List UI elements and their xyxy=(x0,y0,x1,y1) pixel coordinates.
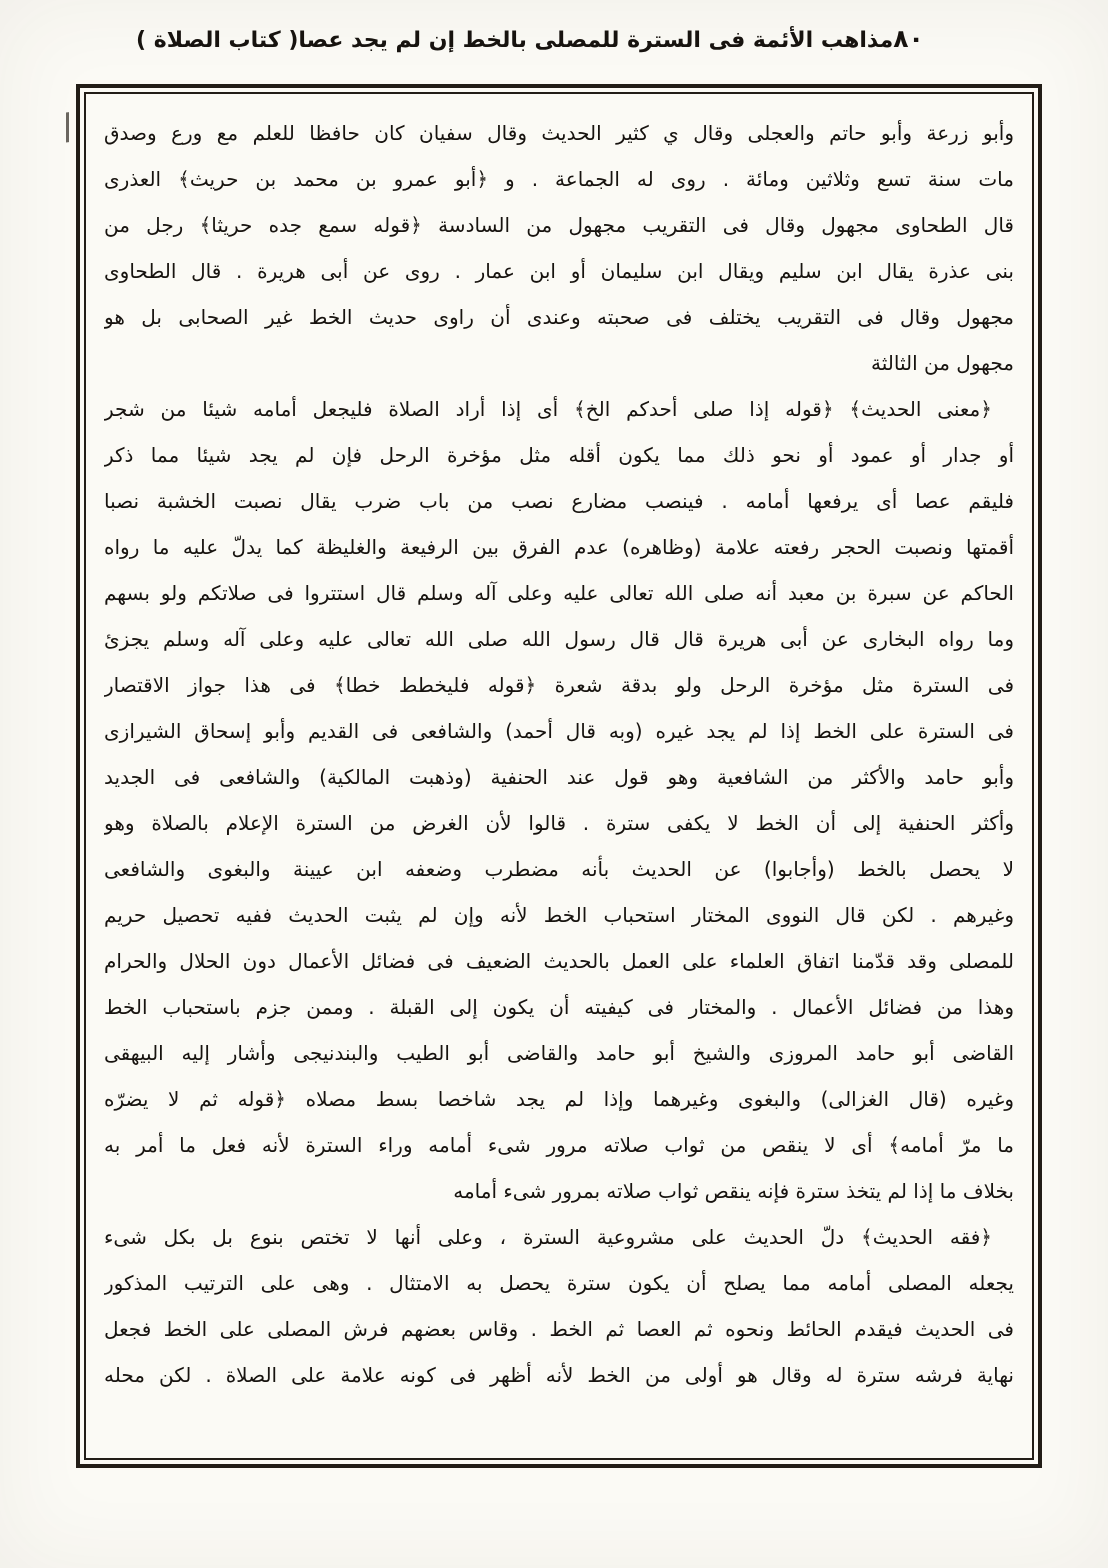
text-line: نهاية فرشه سترة له وقال هو أولى من الخط لأنه أظهر فى كونه علامة على الصلاة . لكن محله xyxy=(104,1363,1014,1387)
page-header xyxy=(78,24,1042,53)
text-line: مات سنة تسع وثلاثين ومائة . روى له الجماعة . و ﴿أبو عمرو بن محمد بن حريث﴾ العذرى xyxy=(104,167,1014,191)
text-line: أو جدار أو عمود أو نحو ذلك مما يكون أقله مثل مؤخرة الرحل فإن لم يجد شيئا مما ذكر xyxy=(104,443,1014,467)
text-line: أقمتها ونصبت الحجر رفعته علامة (وظاهره) عدم الفرق بين الرفيعة والغليظة كما يدلّ عليه ما رواه xyxy=(104,535,1014,559)
text-line: فى الحديث فيقدم الحائط ونحوه ثم العصا ثم الخط . وقاس بعضهم فرش المصلى على الخط فجعل xyxy=(104,1317,1014,1341)
text-line: للمصلى وقد قدّمنا اتفاق العلماء على العمل بالحديث الضعيف فى فضائل الأعمال دون الحلال والحرام xyxy=(104,949,1014,973)
text-frame xyxy=(76,84,1042,1468)
text-line: وما رواه البخارى عن أبى هريرة قال قال رسول الله صلى الله تعالى عليه وعلى آله وسلم يجزئ xyxy=(104,627,1014,651)
text-line: بنى عذرة يقال ابن سليم ويقال ابن سليمان أو ابن عمار . روى عن أبى هريرة . قال الطحاوى xyxy=(104,259,1014,283)
text-line: لا يحصل بالخط (وأجابوا) عن الحديث بأنه مضطرب وضعفه ابن عيينة والبغوى والشافعى xyxy=(104,857,1014,881)
text-line: ﴿معنى الحديث﴾ ﴿قوله إذا صلى أحدكم الخ﴾ أى إذا أراد الصلاة فليجعل أمامه شيئا من شجر xyxy=(104,397,992,421)
text-line: مجهول وقال فى التقريب يختلف فى صحبته وعندى أن راوى حديث الخط غير الصحابى بل هو xyxy=(104,305,1014,329)
paragraph xyxy=(104,110,1014,386)
text-line: وهذا من فضائل الأعمال . والمختار فى كيفيته أن يكون إلى القبلة . وممن جزم باستحباب الخط xyxy=(104,995,1014,1019)
text-line: فى السترة مثل مؤخرة الرحل ولو بدقة شعرة ﴿قوله فليخطط خطا﴾ فى هذا جواز الاقتصار xyxy=(104,673,1014,697)
text-line: فليقم عصا أى يرفعها أمامه . فينصب مضارع نصب من باب ضرب يقال نصبت الخشبة نصبا xyxy=(104,489,1014,513)
paragraph xyxy=(104,1214,1014,1398)
text-frame-inner xyxy=(84,92,1034,1460)
text-line: الحاكم عن سبرة بن معبد أنه صلى الله تعالى عليه وعلى آله وسلم قال استتروا فى صلاتكم ولو بسهم xyxy=(104,581,1014,605)
text-line: وغيره (قال الغزالى) والبغوى وغيرهما وإذا لم يجد شاخصا بسط مصلاه ﴿قوله ثم لا يضرّه xyxy=(104,1087,1014,1111)
text-line: القاضى أبو حامد المروزى والشيخ أبو حامد والقاضى أبو الطيب والبندنيجى وأشار إليه البيهقى xyxy=(104,1041,1014,1065)
text-line: وغيرهم . لكن قال النووى المختار استحباب الخط لأنه وإن لم يثبت الحديث ففيه تحصيل حريم xyxy=(104,903,1014,927)
text-line: ﴿فقه الحديث﴾ دلّ الحديث على مشروعية السترة ، وعلى أنها لا تختص بنوع بل بكل شىء xyxy=(104,1225,992,1249)
text-line: بخلاف ما إذا لم يتخذ سترة فإنه ينقص ثواب صلاته بمرور شىء أمامه xyxy=(453,1179,1014,1203)
text-line: فى السترة على الخط إذا لم يجد غيره (وبه قال أحمد) والشافعى فى القديم وأبو إسحاق الشيرازى xyxy=(104,719,1014,743)
text-line: وأبو زرعة وأبو حاتم والعجلى وقال ي كثير الحديث وقال سفيان كان حافظا للعلم مع ورع وصدق xyxy=(104,121,1014,145)
paragraph xyxy=(104,386,1014,1214)
chapter-title: مذاهب الأئمة فى السترة للمصلى بالخط إن لم يجد عصا xyxy=(298,28,894,53)
text-line: قال الطحاوى مجهول وقال فى التقريب مجهول من السادسة ﴿قوله سمع جده حريثا﴾ رجل من xyxy=(104,213,1014,237)
page-number: ٨٠ xyxy=(893,24,924,53)
text-line: يجعله المصلى أمامه مما يصلح أن يكون سترة يحصل به الامتثال . وهى على الترتيب المذكور xyxy=(104,1271,1014,1295)
text-line: وأبو حامد والأكثر من الشافعية وهو قول عند الحنفية (وذهبت المالكية) والشافعى فى الجديد xyxy=(104,765,1014,789)
book-title: ( كتاب الصلاة ) xyxy=(136,28,299,53)
text-line: وأكثر الحنفية إلى أن الخط لا يكفى سترة . قالوا لأن الغرض من السترة الإعلام بالصلاة وهو xyxy=(104,811,1014,835)
body-text xyxy=(104,110,1014,1398)
text-line: ما مرّ أمامه﴾ أى لا ينقص من ثواب صلاته مرور شىء أمامه وراء السترة لأنه فعل ما أمر به xyxy=(104,1133,1014,1157)
scan-artifact-mark xyxy=(66,112,73,143)
text-line: مجهول من الثالثة xyxy=(871,351,1014,375)
